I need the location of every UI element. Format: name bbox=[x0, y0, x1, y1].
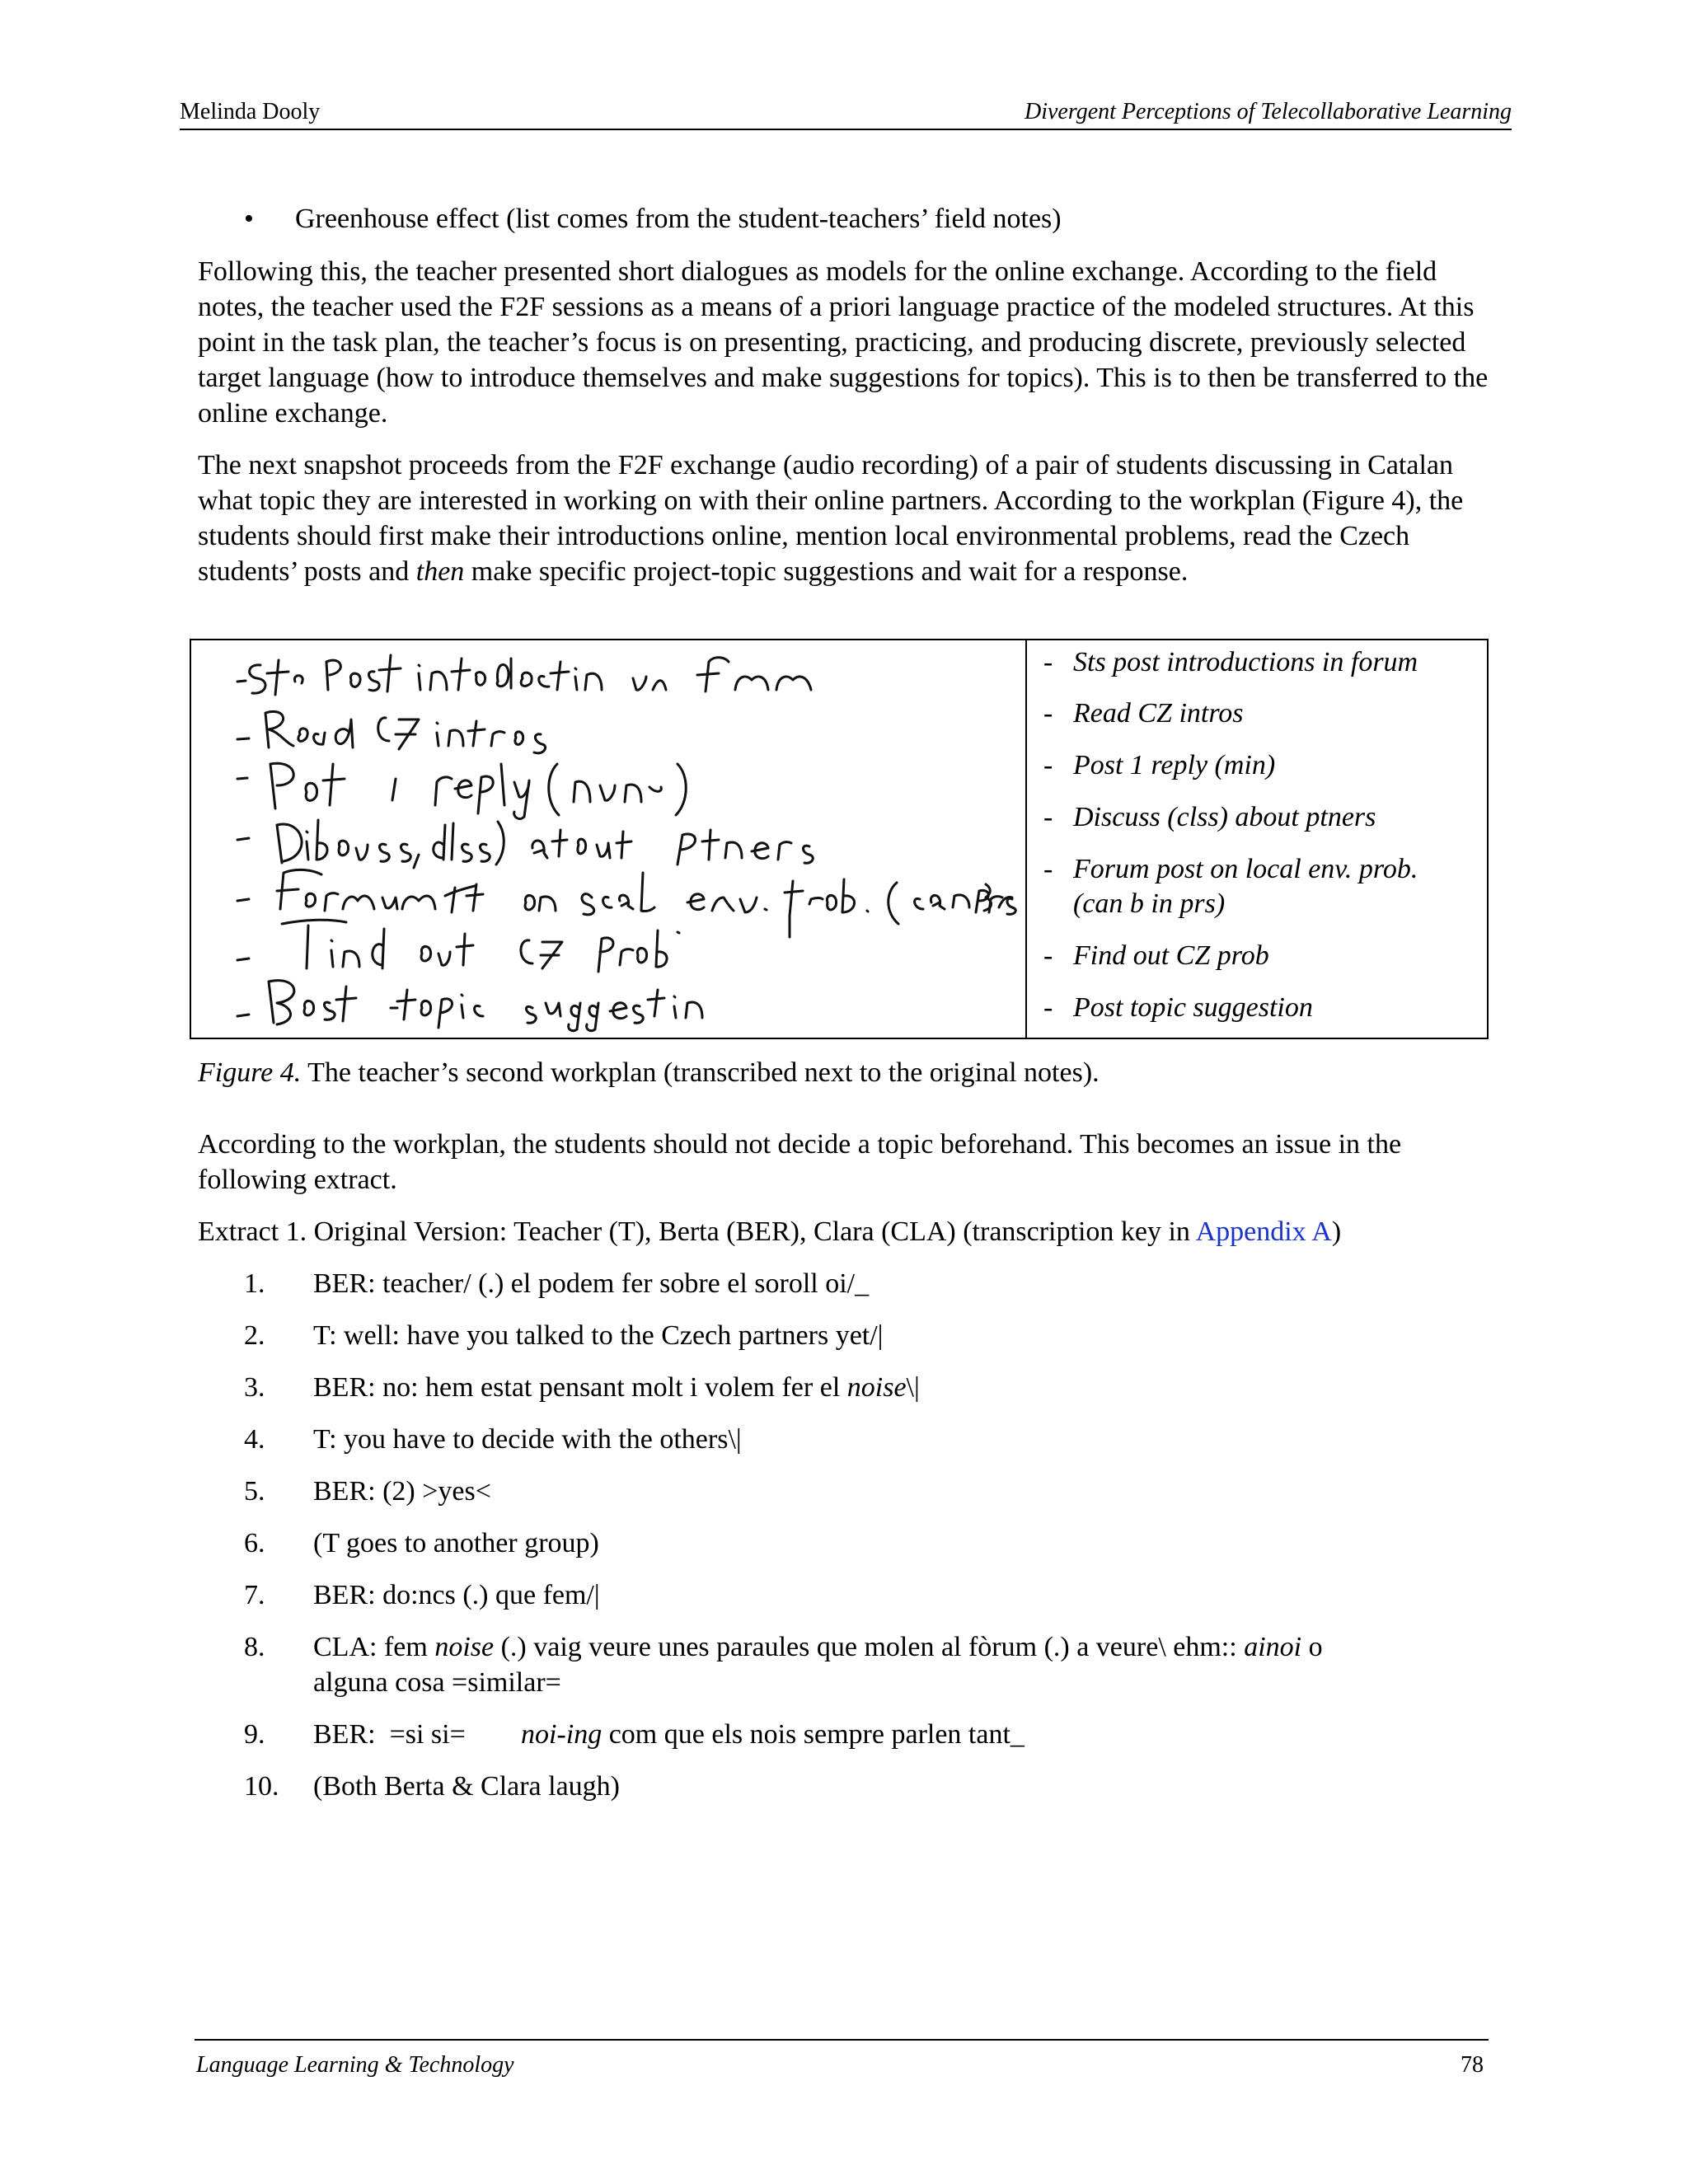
bullet-item bbox=[244, 201, 1062, 237]
bullet-symbol: • bbox=[244, 204, 254, 234]
handwritten-notes-drawing bbox=[191, 640, 1025, 1038]
paragraph-2-emphasis: then bbox=[415, 556, 465, 587]
header-title: Divergent Perceptions of Telecollaborative Learning bbox=[1024, 99, 1512, 124]
paragraph-2 bbox=[198, 448, 1504, 589]
paragraph-3: According to the workplan, the students should not decide a topic beforehand. This becomes an issue in the following extract. bbox=[198, 1129, 1402, 1195]
running-footer bbox=[195, 2039, 1489, 2078]
transcribed-item: - Forum post on local env. prob. (can b in prs) bbox=[1043, 854, 1418, 919]
footer-journal: Language Learning & Technology bbox=[196, 2052, 514, 2078]
figure-caption-label: Figure 4. bbox=[198, 1057, 302, 1088]
handwritten-notes-image bbox=[191, 640, 1027, 1038]
paragraph-2-after: make specific project-topic suggestions and wait for a response. bbox=[464, 556, 1189, 587]
transcribed-item: - Read CZ intros bbox=[1043, 698, 1244, 729]
transcribed-item: - Find out CZ prob bbox=[1043, 940, 1269, 971]
transcribed-item: - Post 1 reply (min) bbox=[1043, 750, 1276, 780]
bullet-text: Greenhouse effect (list comes from the student-teachers’ field notes) bbox=[295, 204, 1062, 234]
running-header bbox=[180, 99, 1512, 130]
figure-4-table bbox=[190, 639, 1489, 1039]
footer-page-number: 78 bbox=[1461, 2052, 1484, 2078]
header-author: Melinda Dooly bbox=[180, 99, 321, 124]
figure-caption-text: The teacher’s second workplan (transcribed next to the original notes). bbox=[301, 1057, 1100, 1088]
paragraph-2-before: The next snapshot proceeds from the F2F exchange (audio recording) of a pair of students discussing in Catalan what topic they are interested in working on with their online partners. According to the workplan (Figure 4), the students should first make their introductions online, mention local environmental problems, read the Czech students’ posts and bbox=[198, 450, 1464, 587]
extract-title: Extract 1. Original Version: Teacher (T), Berta (BER), Clara (CLA) (transcription key in Appendix A) bbox=[198, 1216, 1342, 1247]
transcribed-item: - Post topic suggestion bbox=[1043, 992, 1313, 1023]
figure-caption bbox=[198, 1055, 1100, 1090]
paragraph-1: Following this, the teacher presented short dialogues as models for the online exchange. According to the field notes, the teacher used the F2F sessions as a means of a priori language practice of the modeled structures. At this point in the task plan, the teacher’s focus is on presenting, practicing, and producing discrete, previously selected target language (how to introduce themselves and make suggestions for topics). This is to then be transferred to the online exchange. bbox=[198, 256, 1489, 429]
appendix-a-link[interactable]: Appendix A bbox=[1195, 1216, 1332, 1247]
transcribed-item: - Discuss (clss) about ptners bbox=[1043, 802, 1376, 832]
transcribed-notes bbox=[1027, 640, 1487, 1038]
paper-page: Melinda Dooly Divergent Perceptions of Telecollaborative Learning • Greenhouse effect (list comes from the student-teachers’ field notes) Following this, the teacher presented short dialogues as models for the online exchange. According to the field notes, the teacher used the F2F sessions as a means of a priori language practice of the modeled structures. At this point in the task plan, the teacher’s focus is on presenting, practicing, and producing discrete, previously selected target language (how to introduce themselves and make suggestions for topics). This is to then be transferred to the online exchange. The next snapshot proceeds from the F2F exchange (audio recording) of a pair of students discussing in Catalan what topic they are interested in working on with their online partners. According to the workplan (Figure 4), the students should first make their introductions online, mention local environmental problems, read the Czech students’ posts and then make specific project-topic suggestions and wait for a response. - Sts post introductions in forum - Read CZ intros - Post 1 reply (min) - Discuss (clss) about ptners - Forum post on local env. prob. (can b in prs) - Find out CZ prob - Post topic suggestion Figure 4. The teacher’s second workplan (transcribed next to the original notes). According to the workplan, the students should not decide a topic beforehand. This becomes an issue in the following extract. Extract 1. Original Version: Teacher (T), Berta (BER), Clara (CLA) (transcription key in Appendix A) 1. BER: teacher/ (.) el podem fer sobre el soroll oi/_ 2. T: well: have you talked to the Czech partners yet/| 3. BER: no: hem estat pensant molt i volem fer el noise\| 4. T: you have to decide with the others\| 5. BER: (2) >yes< 6. (T goes to another group) 7. BER: do:ncs (.) que fem/| 8. CLA: fem noise (.) vaig veure unes paraules que molen al fòrum (.) a veure\ ehm:: ainoi o alguna cosa =similar= 9. BER: =si si= noi-ing com que els nois sempre parlen tant_ 10. (Both Berta & Clara laugh) Language Learning & Technology 78 bbox=[180, 99, 1512, 2078]
transcribed-item: - Sts post introductions in forum bbox=[1043, 647, 1418, 677]
